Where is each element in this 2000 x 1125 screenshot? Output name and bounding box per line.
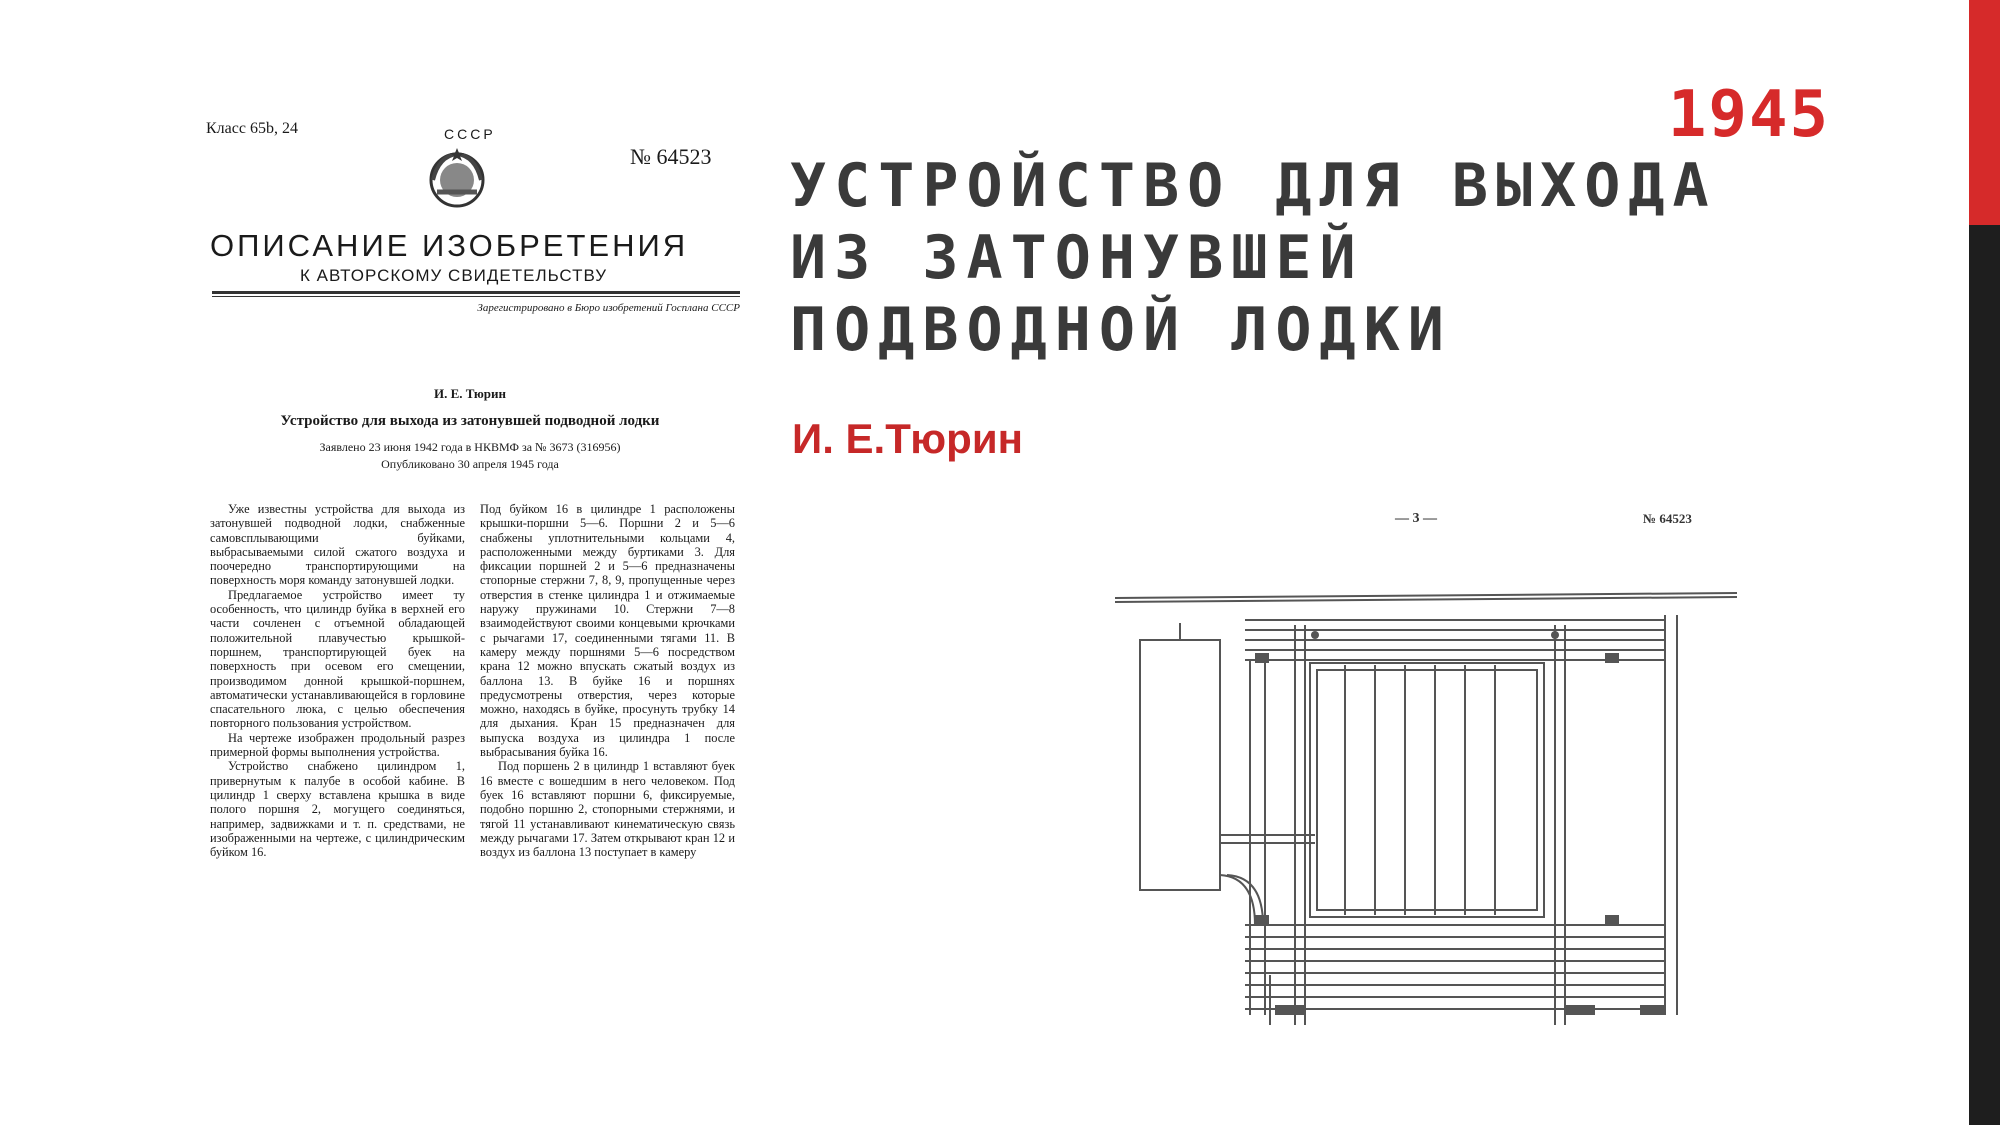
author-name: И. Е.Тюрин (792, 415, 1024, 462)
slide-title: УСТРОЙСТВО ДЛЯ ВЫХОДА ИЗ ЗАТОНУВШЕЙ ПОДВОДНОЙ ЛОДКИ (790, 151, 1717, 365)
patent-class: Класс 65b, 24 (206, 120, 298, 137)
drawing-schematic (1105, 505, 1740, 1040)
patent-subheading: К АВТОРСКОМУ СВИДЕТЕЛЬСТВУ (300, 266, 608, 285)
patent-author: И. Е. Тюрин (434, 386, 506, 401)
paragraph: Уже известны устройства для выхода из затонувшей подводной лодки, снабженные самовсплывающими буйками, выбрасываемыми силой сжатого воздуха и поочередно транспортирующими на поверхность моря команду затонувшей лодки. (210, 502, 465, 588)
year-label: 1945 (1667, 78, 1830, 152)
accent-bar-dark (1969, 225, 2000, 1125)
patent-published: Опубликовано 30 апреля 1945 года (381, 457, 559, 471)
patent-document (200, 110, 740, 960)
divider (212, 291, 740, 294)
paragraph: На чертеже изображен продольный разрез примерной формы выполнения устройства. (210, 730, 465, 760)
patent-registered: Зарегистрировано в Бюро изобретений Госплана СССР (477, 302, 740, 314)
ussr-emblem-icon (425, 146, 489, 215)
drawing-page-label: — 3 — (1395, 511, 1437, 526)
patent-drawing (1105, 505, 1740, 1040)
paragraph: Под буйком 16 в цилиндре 1 расположены крышки-поршни 5—6. Поршни 2 и 5—6 снабжены уплотнительными кольцами 4, расположенными между буртиками 3. Для фиксации поршней 2 и 5—6 предназначены стопорные стержни 7, 8, 9, пропущенные через отверстия в стенке цилиндра 1 и отжимаемые наружу пружинами 10. Стержни 7—8 взаимодействуют своими концевыми крючками с рычагами 17, соединенными тягами 11. В камеру между поршнями 5—6 посредством крана 12 можно впускать сжатый воздух из баллона 13. В буйке 16 и поршнях предусмотрены отверстия, через которые можно, находясь в буйке, просунуть трубку 14 для дыхания. Кран 15 предназначен для выпуска воздуха из цилиндра 1 после выбрасывания буйка 16. (480, 502, 735, 760)
patent-heading: ОПИСАНИЕ ИЗОБРЕТЕНИЯ (210, 228, 689, 263)
drawing-number: № 64523 (1643, 511, 1692, 526)
patent-filed: Заявлено 23 июня 1942 года в НКВМФ за № 3673 (316956) (319, 440, 621, 454)
patent-text-left-column (210, 502, 465, 859)
paragraph: Устройство снабжено цилиндром 1, привернутым к палубе в особой кабине. В цилиндр 1 сверху вставлена крышка в виде полого поршня 2, могущего соединяться, например, задвижками и т. п. средствами, не изображенными на чертеже, с цилиндрическим буйком 16. (210, 759, 465, 860)
patent-title: Устройство для выхода из затонувшей подводной лодки (280, 413, 660, 429)
patent-country: СССР (444, 126, 496, 142)
paragraph: Под поршень 2 в цилиндр 1 вставляют буек 16 вместе с вошедшим в него человеком. Под буек 16 вставляют поршни 6, фиксируемые, подобно поршню 2, стопорными стержнями, и тягой 11 устанавливают кинематическую связь между рычагами 17. Затем открывают кран 12 и воздух из баллона 13 поступает в камеру (480, 759, 735, 860)
paragraph: Предлагаемое устройство имеет ту особенность, что цилиндр буйка в верхней его части сочленен с отъемной обладающей положительной плавучестью крышкой-поршнем, транспортирующей буек на поверхность при осевом его смещении, производимом донной крышкой-поршнем, автоматически устанавливающейся в горловине спасательного люка, с целью обеспечения повторного пользования устройством. (210, 587, 465, 731)
divider (212, 296, 740, 297)
patent-text-right-column (480, 502, 735, 859)
patent-number: № 64523 (630, 144, 712, 169)
accent-bar-red (1969, 0, 2000, 225)
